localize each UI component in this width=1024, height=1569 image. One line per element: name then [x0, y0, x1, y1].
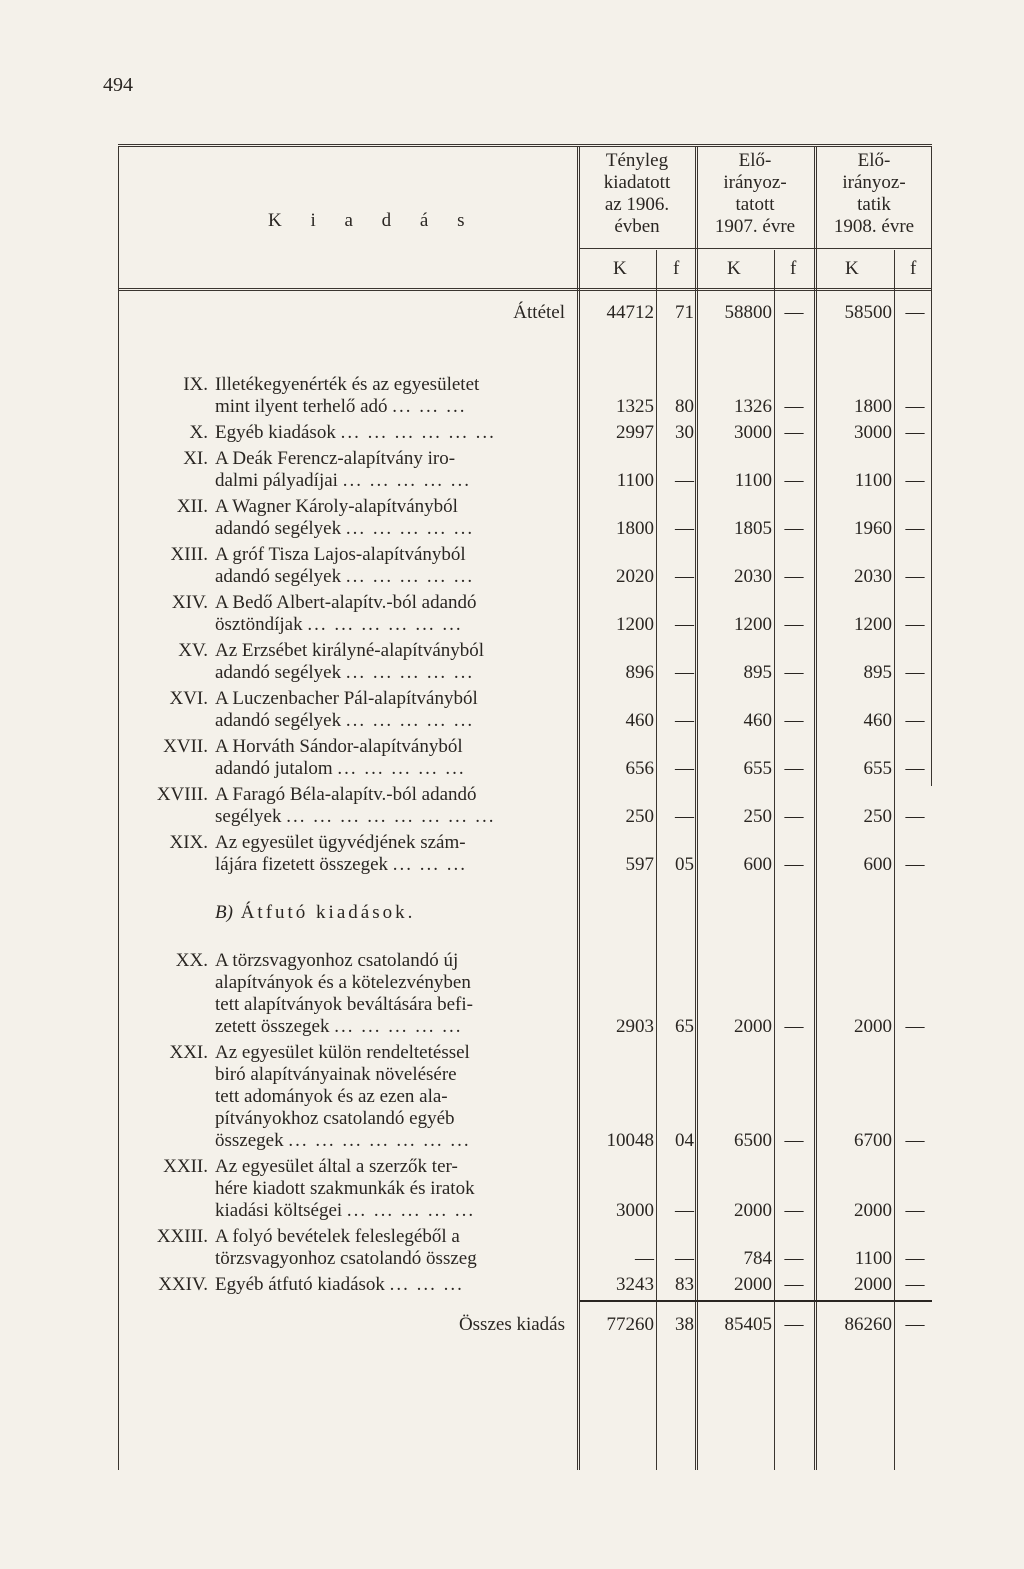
amount-f-1908: —: [905, 854, 925, 875]
amount-f-1908: —: [905, 518, 925, 539]
amount-k-1907: 600: [743, 854, 772, 875]
amount-k-1907: 895: [743, 662, 772, 683]
expenditure-table: [118, 142, 932, 1470]
header-bottom-rule: [118, 288, 932, 291]
row-label: Illetékegyenérték és az egyesületet mint ilyent terhelő adó ... ... ...: [215, 374, 480, 417]
amount-k-1907: 250: [743, 806, 772, 827]
amount-f-1907: —: [784, 470, 804, 491]
amount-f-1906: —: [675, 710, 694, 731]
amount-k-1908: 1100: [854, 470, 892, 491]
total-label: Összes kiadás: [458, 1314, 565, 1335]
amount-k-1906: 597: [625, 854, 654, 875]
amount-f-1907: —: [784, 614, 804, 635]
amount-k-1908: 250: [863, 806, 892, 827]
amount-f-1908: —: [905, 710, 925, 731]
amount-k-1908: 600: [863, 854, 892, 875]
amount-f-1906: —: [675, 662, 694, 683]
col-divider-kf-1: [656, 250, 657, 1470]
row-label: Egyéb átfutó kiadások ... ... ...: [215, 1274, 464, 1295]
amount-f-1908: —: [905, 1016, 925, 1037]
leader-dots: ... ... ... ... ... ...: [307, 614, 463, 635]
amount-f-1908: —: [905, 758, 925, 779]
row-label: Az egyesület ügyvédjének szám- lájára fizetett összegek ... ... ...: [215, 832, 468, 875]
amount-f-1906: 05: [675, 854, 694, 875]
col-divider-kf-2: [774, 250, 775, 1470]
row-number: XX.: [175, 950, 208, 971]
left-border: [118, 146, 119, 1470]
carry-f-1907: —: [784, 302, 804, 323]
amount-k-1907: 1326: [734, 396, 772, 417]
amount-k-1907: 655: [743, 758, 772, 779]
leader-dots: ... ... ... ... ... ...: [340, 422, 496, 443]
amount-f-1906: 83: [675, 1274, 694, 1295]
leader-dots: ... ... ...: [392, 396, 467, 417]
row-number: XIV.: [171, 592, 208, 613]
amount-f-1907: —: [784, 1200, 804, 1221]
leader-dots: ... ... ... ... ...: [345, 518, 475, 539]
amount-f-1907: —: [784, 806, 804, 827]
leader-dots: ... ... ... ... ...: [334, 1016, 463, 1037]
amount-k-1906: 896: [625, 662, 654, 683]
leader-dots: ... ... ... ... ...: [346, 1200, 476, 1221]
amount-k-1906: 2903: [616, 1016, 654, 1037]
amount-k-1908: 1960: [854, 518, 892, 539]
amount-k-1906: 3243: [616, 1274, 654, 1295]
row-label: A Deák Ferencz-alapítvány iro- dalmi pályadíjai ... ... ... ... ...: [215, 448, 471, 491]
amount-k-1907: 1200: [734, 614, 772, 635]
amount-k-1907: 1100: [734, 470, 772, 491]
amount-k-1906: 1100: [616, 470, 654, 491]
amount-k-1906: 656: [625, 758, 654, 779]
amount-k-1907: 6500: [734, 1130, 772, 1151]
amount-k-1906: —: [635, 1248, 654, 1269]
amount-f-1906: —: [675, 518, 694, 539]
amount-k-1906: 460: [625, 710, 654, 731]
row-number: IX.: [183, 374, 208, 395]
unit-filler-1: f: [673, 258, 680, 279]
unit-filler-2: f: [790, 258, 797, 279]
amount-f-1908: —: [905, 1274, 925, 1295]
amount-f-1908: —: [905, 662, 925, 683]
amount-f-1907: —: [784, 1016, 804, 1037]
row-number: XI.: [183, 448, 208, 469]
total-f-1908: —: [905, 1314, 925, 1335]
amount-k-1908: 1800: [854, 396, 892, 417]
row-label: A Luczenbacher Pál-alapítványból adandó segélyek ... ... ... ... ...: [215, 688, 478, 731]
leader-dots: ... ... ... ... ...: [345, 566, 475, 587]
amount-f-1907: —: [784, 1130, 804, 1151]
amount-k-1906: 2020: [616, 566, 654, 587]
amount-f-1906: 80: [675, 396, 694, 417]
total-k-1908: 86260: [844, 1314, 892, 1335]
amount-k-1908: 1200: [854, 614, 892, 635]
leader-dots: ... ... ... ... ...: [345, 662, 475, 683]
row-number: XXII.: [163, 1156, 208, 1177]
amount-k-1906: 1200: [616, 614, 654, 635]
amount-f-1908: —: [905, 566, 925, 587]
row-label: Az egyesület által a szerzők ter- hére kiadott szakmunkák és iratok kiadási költségei ... ... ... ... ...: [215, 1156, 476, 1221]
amount-f-1907: —: [784, 854, 804, 875]
amount-f-1906: —: [675, 566, 694, 587]
amount-k-1907: 3000: [734, 422, 772, 443]
amount-f-1906: —: [675, 806, 694, 827]
row-label: A Bedő Albert-alapítv.-ból adandó ösztöndíjak ... ... ... ... ... ...: [215, 592, 477, 635]
amount-k-1908: 655: [863, 758, 892, 779]
carry-k-1906: 44712: [606, 302, 654, 323]
leader-dots: ... ... ...: [392, 854, 468, 875]
col-divider-kf-3: [894, 250, 895, 1470]
column-heading-1907: Elő- irányoz- tatott 1907. évre: [714, 150, 796, 237]
amount-f-1907: —: [784, 518, 804, 539]
amount-k-1908: 895: [863, 662, 892, 683]
amount-f-1908: —: [905, 1200, 925, 1221]
carry-k-1907: 58800: [724, 302, 772, 323]
amount-f-1906: —: [675, 1200, 694, 1221]
amount-k-1908: 2000: [854, 1200, 892, 1221]
leader-dots: ... ... ...: [389, 1274, 464, 1295]
total-k-1907: 85405: [724, 1314, 772, 1335]
amount-k-1907: 784: [743, 1248, 772, 1269]
amount-k-1907: 1805: [734, 518, 772, 539]
leader-dots: ... ... ... ... ... ... ...: [288, 1130, 471, 1151]
section-b-title: B) Átfutó kiadások.: [215, 902, 416, 923]
total-f-1906: 38: [675, 1314, 694, 1335]
amount-k-1906: 2997: [616, 422, 654, 443]
amount-f-1906: —: [675, 614, 694, 635]
amount-k-1907: 2000: [734, 1016, 772, 1037]
unit-filler-3: f: [910, 258, 917, 279]
amount-f-1907: —: [784, 422, 804, 443]
top-rule: [118, 144, 932, 147]
row-number: XVIII.: [156, 784, 208, 805]
leader-dots: ... ... ... ... ... ... ... ...: [286, 806, 496, 827]
amount-k-1908: 1100: [854, 1248, 892, 1269]
amount-f-1906: 65: [675, 1016, 694, 1037]
amount-k-1906: 3000: [616, 1200, 654, 1221]
amount-k-1906: 1800: [616, 518, 654, 539]
amount-k-1906: 250: [625, 806, 654, 827]
amount-f-1908: —: [905, 396, 925, 417]
amount-f-1906: —: [675, 758, 694, 779]
amount-f-1907: —: [784, 1274, 804, 1295]
amount-k-1908: 2000: [854, 1274, 892, 1295]
amount-f-1907: —: [784, 396, 804, 417]
row-label: A Wagner Károly-alapítványból adandó segélyek ... ... ... ... ...: [215, 496, 475, 539]
row-number: XIX.: [169, 832, 208, 853]
amount-k-1908: 3000: [854, 422, 892, 443]
row-number: XXIV.: [158, 1274, 208, 1295]
amount-k-1907: 2030: [734, 566, 772, 587]
amount-k-1908: 2000: [854, 1016, 892, 1037]
amount-k-1907: 460: [743, 710, 772, 731]
amount-k-1906: 1325: [616, 396, 654, 417]
amount-f-1907: —: [784, 710, 804, 731]
unit-korona-1: K: [613, 258, 627, 279]
amount-f-1908: —: [905, 1130, 925, 1151]
carry-f-1906: 71: [675, 302, 694, 323]
amount-f-1908: —: [905, 1248, 925, 1269]
header-sub-rule: [580, 248, 932, 249]
amount-f-1908: —: [905, 470, 925, 491]
row-label: Az Erzsébet királyné-alapítványból adandó segélyek ... ... ... ... ...: [215, 640, 485, 683]
unit-korona-3: K: [845, 258, 859, 279]
amount-f-1907: —: [784, 758, 804, 779]
amount-f-1906: 04: [675, 1130, 694, 1151]
carry-k-1908: 58500: [844, 302, 892, 323]
row-label: A Horváth Sándor-alapítványból adandó jutalom ... ... ... ... ...: [215, 736, 466, 779]
amount-f-1907: —: [784, 662, 804, 683]
row-number: XVI.: [169, 688, 208, 709]
amount-f-1906: 30: [675, 422, 694, 443]
row-number: XXIII.: [156, 1226, 208, 1247]
amount-k-1908: 2030: [854, 566, 892, 587]
amount-k-1907: 2000: [734, 1274, 772, 1295]
unit-korona-2: K: [727, 258, 741, 279]
row-label: Az egyesület külön rendeltetéssel biró alapítványainak növelésére tett adományok és az ezen ala- pítványokhoz csatolandó egyéb összegek ... ... ... ... ... ... ...: [215, 1042, 471, 1151]
row-number: XXI.: [169, 1042, 208, 1063]
amount-f-1908: —: [905, 422, 925, 443]
carry-f-1908: —: [905, 302, 925, 323]
carry-over-label: Áttétel: [513, 302, 565, 323]
amount-f-1907: —: [784, 566, 804, 587]
amount-k-1908: 6700: [854, 1130, 892, 1151]
column-heading-1906: Tényleg kiadatott az 1906. évben: [603, 150, 671, 237]
amount-f-1908: —: [905, 614, 925, 635]
row-label: A folyó bevételek feleslegéből a törzsvagyonhoz csatolandó összeg: [215, 1226, 477, 1269]
row-label: Egyéb kiadások ... ... ... ... ... ...: [215, 422, 496, 443]
row-number: XVII.: [163, 736, 208, 757]
row-number: XII.: [176, 496, 208, 517]
row-label: A gróf Tisza Lajos-alapítványból adandó segélyek ... ... ... ... ...: [215, 544, 475, 587]
amount-k-1907: 2000: [734, 1200, 772, 1221]
total-rule: [580, 1300, 932, 1302]
amount-f-1906: —: [675, 470, 694, 491]
leader-dots: ... ... ... ... ...: [345, 710, 475, 731]
total-f-1907: —: [784, 1314, 804, 1335]
right-border: [931, 146, 932, 786]
row-number: XV.: [178, 640, 208, 661]
amount-k-1906: 10048: [606, 1130, 654, 1151]
column-heading-kiadas: K i a d á s: [268, 210, 477, 231]
total-k-1906: 77260: [606, 1314, 654, 1335]
amount-f-1908: —: [905, 806, 925, 827]
leader-dots: ... ... ... ... ...: [337, 758, 466, 779]
column-heading-1908: Elő- irányoz- tatik 1908. évre: [833, 150, 915, 237]
amount-f-1907: —: [784, 1248, 804, 1269]
col-divider-3: [814, 146, 817, 1470]
amount-k-1908: 460: [863, 710, 892, 731]
row-number: X.: [189, 422, 208, 443]
page-number: 494: [103, 74, 133, 96]
row-label: A törzsvagyonhoz csatolandó új alapítványok és a kötelezvényben tett alapítványok beváltására befi- zetett összegek ... ... ... ... ...: [215, 950, 473, 1037]
leader-dots: ... ... ... ... ...: [342, 470, 471, 491]
row-label: A Faragó Béla-alapítv.-ból adandó segélyek ... ... ... ... ... ... ... ...: [215, 784, 496, 827]
amount-f-1906: —: [675, 1248, 694, 1269]
row-number: XIII.: [170, 544, 208, 565]
